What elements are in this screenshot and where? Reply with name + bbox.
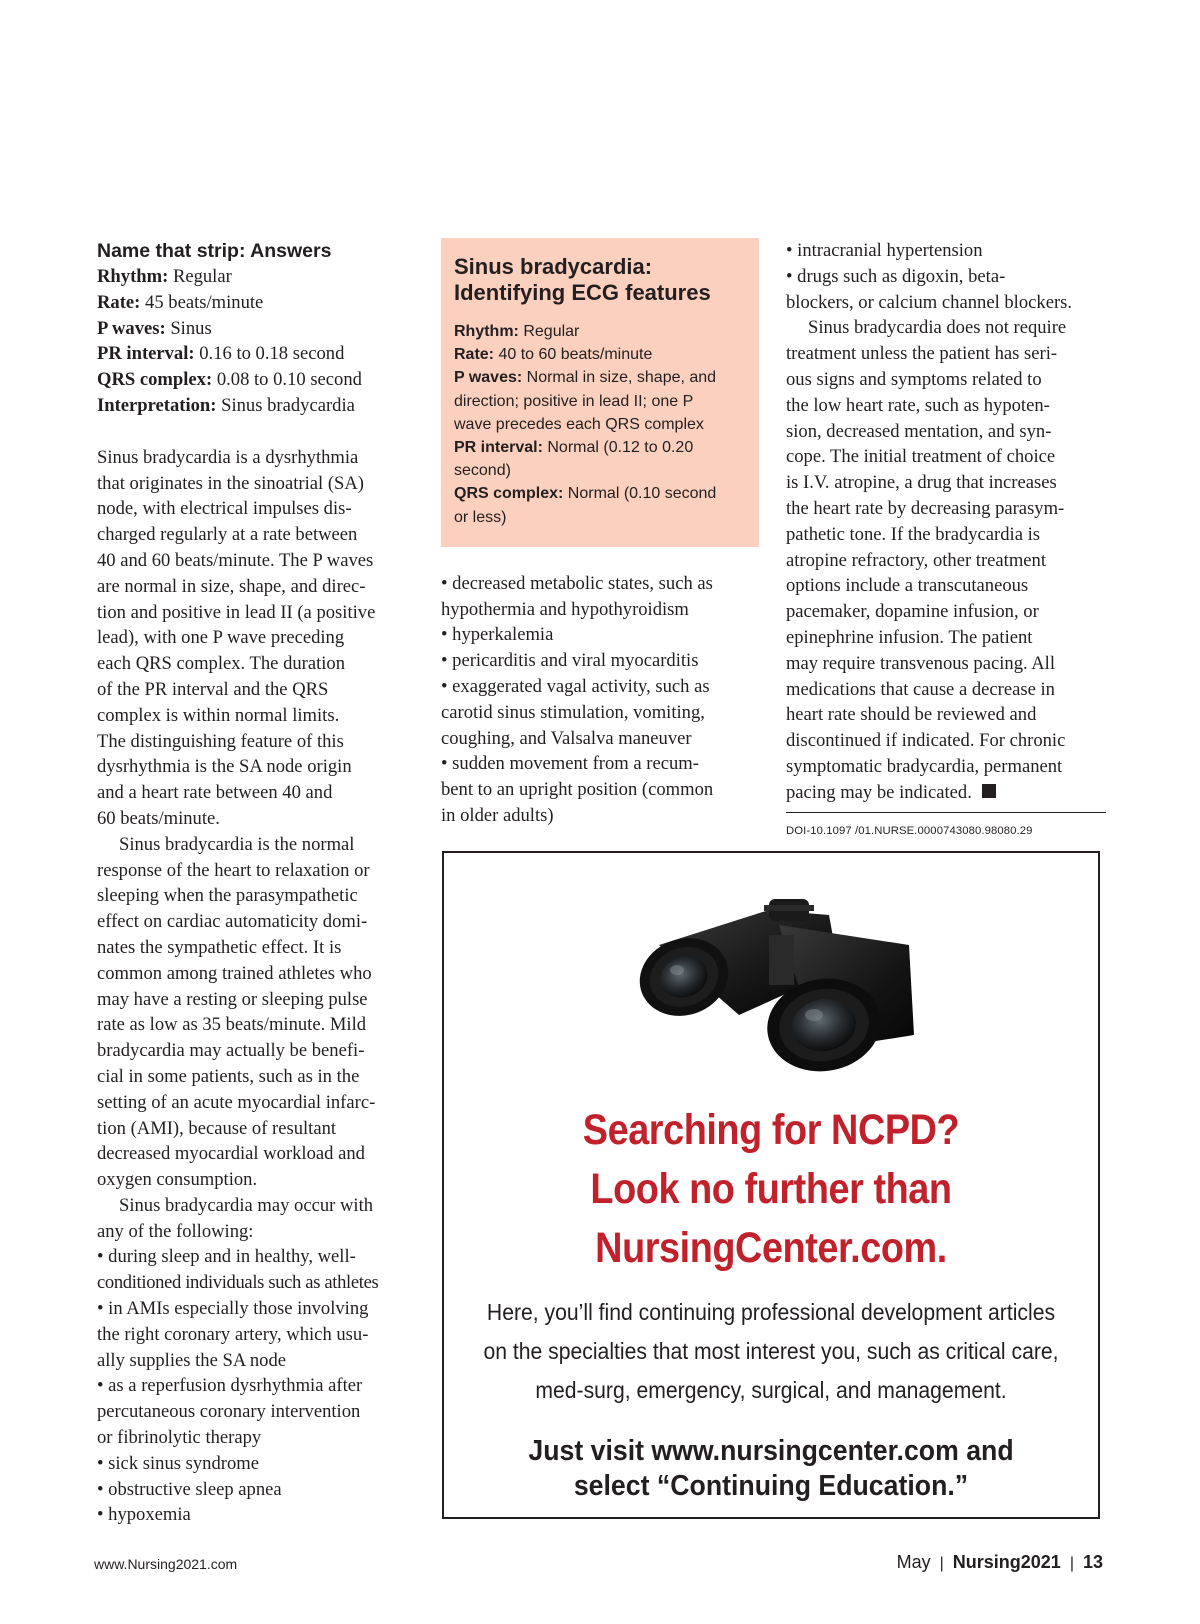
right-column [786, 238, 1106, 844]
text-line: • intracranial hypertension [786, 240, 983, 261]
text-line: ous signs and symptoms related to [786, 368, 1042, 390]
text-line: Sinus bradycardia may occur with [119, 1194, 374, 1216]
ad-body-text: Here, you’ll find continuing professional development articles on the specialties that most interest you, such as critical care, med-surg, emergency, surgical, and management. [483, 1299, 1059, 1403]
ad-call-to-action: Just visit www.nursingcenter.com and select “Continuing Education.” [528, 1435, 1014, 1502]
sidebar-rhythm: Rhythm: Regular [454, 323, 580, 340]
text-line: decreased myocardial workload and [97, 1143, 365, 1165]
ad-headline: Searching for NCPD? Look no further than NursingCenter.com. [582, 1106, 960, 1272]
text-line: ally supplies the SA node [97, 1349, 287, 1371]
answer-rate: Rate: 45 beats/minute [97, 291, 264, 313]
text-line: • as a reperfusion dysrhythmia after [97, 1375, 363, 1397]
text-line: • drugs such as digoxin, beta- [786, 265, 1006, 287]
text-line: 40 and 60 beats/minute. The P waves [97, 549, 374, 571]
text-line: pathetic tone. If the bradycardia is [786, 523, 1041, 545]
text-line: the low heart rate, such as hypoten- [786, 394, 1050, 416]
text-line: or fibrinolytic therapy [97, 1427, 262, 1449]
sidebar-pr-interval: PR interval: Normal (0.12 to 0.20 second) [454, 439, 694, 480]
text-line: Sinus bradycardia does not require [808, 317, 1067, 339]
text-line: effect on cardiac automaticity domi- [97, 911, 368, 933]
binoculars-image [619, 875, 929, 1075]
text-line: treatment unless the patient has seri- [786, 343, 1058, 365]
sidebar-p-waves: P waves: Normal in size, shape, and direction; positive in lead II; one P wave precedes each QRS complex [454, 369, 717, 433]
treatment-paragraph [786, 315, 1106, 779]
text-line: carotid sinus stimulation, vomiting, [441, 701, 705, 723]
answer-interpretation: Interpretation: Sinus bradycardia [97, 394, 355, 416]
text-line: of the PR interval and the QRS [97, 678, 329, 700]
footer-folio [897, 1552, 1103, 1573]
text-line: The distinguishing feature of this [97, 730, 344, 752]
nursingcenter-advertisement [442, 851, 1100, 1519]
text-line: percutaneous coronary intervention [97, 1401, 361, 1423]
left-column [97, 238, 409, 1528]
text-line: • obstructive sleep apnea [97, 1478, 282, 1500]
page-number: 13 [1082, 1552, 1103, 1572]
text-line: dysrhythmia is the SA node origin [97, 756, 352, 778]
text-line: • in AMIs especially those involving [97, 1298, 369, 1320]
text-line: are normal in size, shape, and direc- [97, 575, 366, 597]
text-line: bent to an upright position (common [441, 779, 714, 801]
answer-rhythm: Rhythm: Regular [97, 266, 232, 287]
text-line: cope. The initial treatment of choice [786, 446, 1056, 468]
answers-list [97, 264, 409, 419]
causes-list [97, 1244, 409, 1528]
causes-list-continued [441, 571, 759, 829]
text-line: and a heart rate between 40 and [97, 782, 333, 804]
text-line: discontinued if indicated. For chronic [786, 730, 1066, 752]
text-line: each QRS complex. The duration [97, 653, 346, 675]
text-line: lead), with one P wave preceding [97, 627, 345, 649]
text-line: • sudden movement from a recum- [441, 753, 699, 775]
text-line: tion (AMI), because of resultant [97, 1117, 337, 1139]
answer-qrs-complex: QRS complex: 0.08 to 0.10 second [97, 369, 362, 391]
text-line: hypothermia and hypothyroidism [441, 598, 689, 620]
text-line: response of the heart to relaxation or [97, 859, 370, 881]
text-line: bradycardia may actually be benefi- [97, 1040, 365, 1062]
text-line: symptomatic bradycardia, permanent [786, 755, 1063, 777]
footer-url: www.Nursing2021.com [94, 1556, 238, 1572]
text-line: atropine refractory, other treatment [786, 549, 1047, 571]
answer-pr-interval: PR interval: 0.16 to 0.18 second [97, 343, 345, 365]
answer-p-waves: P waves: Sinus [97, 317, 212, 339]
text-line: epinephrine infusion. The patient [786, 626, 1033, 648]
text-line: rate as low as 35 beats/minute. Mild [97, 1014, 367, 1036]
text-line: in older adults) [441, 805, 554, 826]
doi-text: DOI-10.1097 /01.NURSE.0000743080.98080.29 [786, 824, 1033, 837]
text-line: charged regularly at a rate between [97, 524, 358, 546]
text-line: the right coronary artery, which usu- [97, 1323, 369, 1345]
text-line: sleeping when the parasympathetic [97, 885, 358, 907]
body-paragraph-1 [97, 445, 409, 832]
text-line: • pericarditis and viral myocarditis [441, 650, 699, 672]
causes-list-end [786, 238, 1106, 315]
text-line: Sinus bradycardia is a dysrhythmia [97, 446, 359, 468]
body-paragraph-3 [97, 1193, 409, 1245]
sidebar-rate: Rate: 40 to 60 beats/minute [454, 346, 653, 364]
text-line: sion, decreased mentation, and syn- [786, 420, 1052, 442]
text-line: • hypoxemia [97, 1504, 191, 1526]
text-line: may require transvenous pacing. All [786, 652, 1056, 674]
answers-heading: Name that strip: Answers [97, 240, 332, 262]
ecg-features-sidebar [441, 238, 759, 547]
treatment-last-line: pacing may be indicated. [786, 780, 1106, 806]
end-of-article-mark [982, 784, 996, 798]
text-line: heart rate should be reviewed and [786, 704, 1037, 726]
footer-journal: Nursing2021 [952, 1552, 1061, 1572]
text-line: tion and positive in lead II (a positive [97, 601, 376, 623]
text-line: coughing, and Valsalva maneuver [441, 727, 692, 749]
text-line: node, with electrical impulses dis- [97, 498, 352, 520]
text-line: cial in some patients, such as in the [97, 1065, 360, 1087]
text-line: 60 beats/minute. [97, 807, 220, 829]
body-paragraph-2 [97, 832, 409, 1193]
text-line: complex is within normal limits. [97, 704, 340, 726]
text-line: • during sleep and in healthy, well- [97, 1246, 356, 1268]
text-line: the heart rate by decreasing parasym- [786, 497, 1065, 519]
text-line: is I.V. atropine, a drug that increases [786, 472, 1057, 494]
text-line: • decreased metabolic states, such as [441, 572, 713, 594]
text-line: that originates in the sinoatrial (SA) [97, 472, 364, 494]
footer-separator: | [939, 1555, 944, 1572]
text-line: blockers, or calcium channel blockers. [786, 291, 1073, 313]
text-line: Sinus bradycardia is the normal [119, 833, 355, 855]
text-line: common among trained athletes who [97, 962, 372, 984]
footer-separator-2: | [1069, 1555, 1074, 1572]
sidebar-title: Sinus bradycardia: Identifying ECG features [454, 254, 711, 305]
middle-column [441, 238, 759, 829]
text-line: • sick sinus syndrome [97, 1452, 259, 1474]
text-line: may have a resting or sleeping pulse [97, 988, 368, 1010]
text-line: • exaggerated vagal activity, such as [441, 676, 710, 698]
text-line: setting of an acute myocardial infarc- [97, 1091, 376, 1113]
text-line: oxygen consumption. [97, 1169, 258, 1191]
footer-month: May [896, 1552, 931, 1572]
doi-rule [786, 812, 1106, 845]
sidebar-qrs-complex: QRS complex: Normal (0.10 second or less) [454, 485, 717, 526]
text-line: medications that cause a decrease in [786, 678, 1055, 700]
text-line: nates the sympathetic effect. It is [97, 936, 342, 958]
text-line: any of the following: [97, 1220, 254, 1242]
text-line: options include a transcutaneous [786, 575, 1029, 597]
text-line: conditioned individuals such as athletes [97, 1272, 379, 1294]
text-line: pacemaker, dopamine infusion, or [786, 601, 1039, 623]
text-line: • hyperkalemia [441, 624, 554, 646]
